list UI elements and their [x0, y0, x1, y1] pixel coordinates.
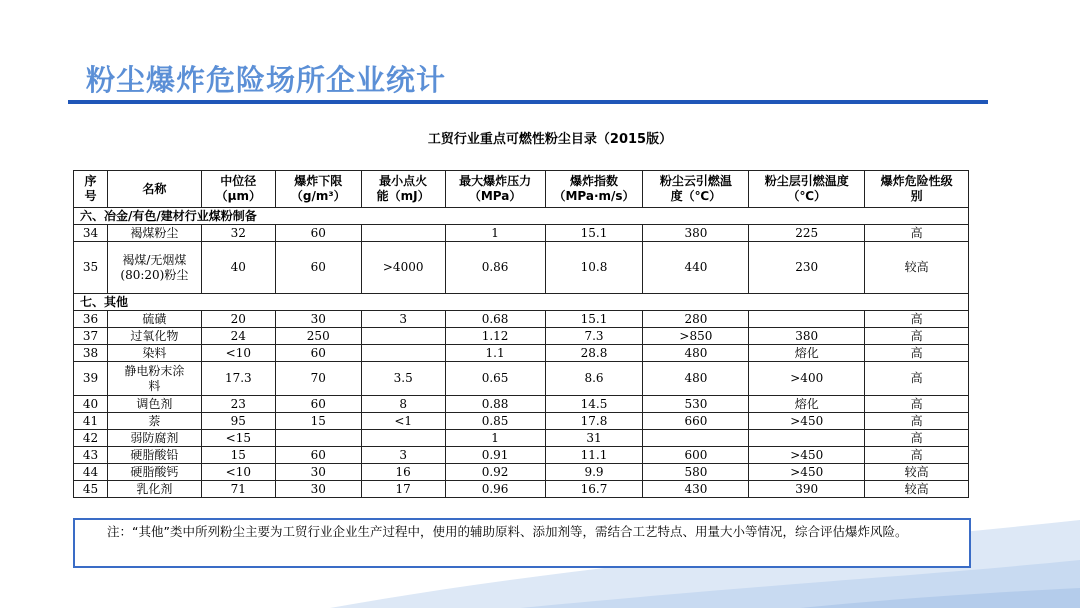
table-cell: 熔化	[749, 345, 865, 362]
table-cell: 硬脂酸铅	[107, 447, 201, 464]
table-cell: >850	[643, 328, 749, 345]
table-cell: 硫磺	[107, 311, 201, 328]
table-cell	[749, 430, 865, 447]
header-cell: 名称	[107, 171, 201, 208]
table-cell: 60	[275, 396, 361, 413]
table-row	[74, 430, 969, 447]
table-row	[74, 242, 969, 294]
table-cell: 乳化剂	[107, 481, 201, 498]
header-cell: 爆炸下限 （g/m³）	[275, 171, 361, 208]
slide-title: 粉尘爆炸危险场所企业统计	[86, 63, 447, 97]
table-cell: 440	[643, 242, 749, 294]
table-cell: 390	[749, 481, 865, 498]
table-cell: 32	[201, 225, 275, 242]
table-row	[74, 447, 969, 464]
table-cell: 3	[361, 447, 445, 464]
table-cell: 11.1	[545, 447, 643, 464]
table-cell: 高	[865, 447, 969, 464]
table-cell: 17.3	[201, 362, 275, 396]
table-cell	[361, 225, 445, 242]
table-cell: 39	[74, 362, 108, 396]
table-cell: 高	[865, 396, 969, 413]
table-cell: 高	[865, 345, 969, 362]
table-cell: 580	[643, 464, 749, 481]
table-cell: 1.1	[445, 345, 545, 362]
table-row	[74, 396, 969, 413]
table-cell: 0.86	[445, 242, 545, 294]
table-row	[74, 413, 969, 430]
note-text: 注：“其他”类中所列粉尘主要为工贸行业企业生产过程中，使用的辅助原料、添加剂等，需结合工艺特点、用量大小等情况，综合评估爆炸风险。	[107, 524, 908, 539]
table-cell: 8.6	[545, 362, 643, 396]
table-cell: 24	[201, 328, 275, 345]
header-cell: 粉尘云引燃温 度（℃）	[643, 171, 749, 208]
title-rule	[68, 100, 988, 104]
table-cell: 较高	[865, 242, 969, 294]
table-cell: 萘	[107, 413, 201, 430]
table-cell: 3.5	[361, 362, 445, 396]
table-cell: 34	[74, 225, 108, 242]
header-cell: 爆炸指数 （MPa·m/s）	[545, 171, 643, 208]
table-cell: 高	[865, 225, 969, 242]
table-row	[74, 328, 969, 345]
table-cell: 染料	[107, 345, 201, 362]
table-cell: 1	[445, 430, 545, 447]
table-cell	[361, 430, 445, 447]
table-cell: 40	[201, 242, 275, 294]
table-cell: 9.9	[545, 464, 643, 481]
table-cell: 10.8	[545, 242, 643, 294]
table-cell: 15	[201, 447, 275, 464]
table-cell: 380	[749, 328, 865, 345]
header-cell: 最大爆炸压力 （MPa）	[445, 171, 545, 208]
header-cell: 序 号	[74, 171, 108, 208]
header-cell: 最小点火 能（mJ）	[361, 171, 445, 208]
table-cell: 30	[275, 311, 361, 328]
dust-data-table	[73, 170, 969, 498]
table-cell: <10	[201, 345, 275, 362]
table-cell: 较高	[865, 481, 969, 498]
table-cell: 36	[74, 311, 108, 328]
table-cell: 230	[749, 242, 865, 294]
table-cell: 250	[275, 328, 361, 345]
table-cell: 30	[275, 481, 361, 498]
table-row	[74, 481, 969, 498]
table-cell: <1	[361, 413, 445, 430]
table-cell: 0.85	[445, 413, 545, 430]
table-row	[74, 311, 969, 328]
table-cell: 0.65	[445, 362, 545, 396]
table-cell	[643, 430, 749, 447]
table-cell: 430	[643, 481, 749, 498]
table-cell: 30	[275, 464, 361, 481]
table-cell: 45	[74, 481, 108, 498]
table-cell: 8	[361, 396, 445, 413]
section-row	[74, 208, 969, 225]
table-cell: 31	[545, 430, 643, 447]
table-header-row	[74, 171, 969, 208]
table-cell: 3	[361, 311, 445, 328]
table-cell: 16	[361, 464, 445, 481]
table-cell: 60	[275, 225, 361, 242]
table-cell: 28.8	[545, 345, 643, 362]
section-label: 六、冶金/有色/建材行业煤粉制备	[74, 208, 969, 225]
table-cell	[361, 345, 445, 362]
table-cell: 16.7	[545, 481, 643, 498]
table-cell: 480	[643, 362, 749, 396]
table-cell: 高	[865, 430, 969, 447]
table-cell: 280	[643, 311, 749, 328]
table-row	[74, 464, 969, 481]
table-cell: 480	[643, 345, 749, 362]
header-cell: 中位径 （μm）	[201, 171, 275, 208]
table-cell: 70	[275, 362, 361, 396]
header-cell: 爆炸危险性级 别	[865, 171, 969, 208]
table-cell: >450	[749, 464, 865, 481]
section-label: 七、其他	[74, 294, 969, 311]
table-cell	[275, 430, 361, 447]
table-cell: 褐煤/无烟煤 (80:20)粉尘	[107, 242, 201, 294]
table-row	[74, 362, 969, 396]
table-cell: 高	[865, 413, 969, 430]
table-cell: 0.91	[445, 447, 545, 464]
table-cell: 23	[201, 396, 275, 413]
table-cell: 褐煤粉尘	[107, 225, 201, 242]
table-cell: 42	[74, 430, 108, 447]
table-cell: 静电粉末涂 料	[107, 362, 201, 396]
table-cell: 35	[74, 242, 108, 294]
table-cell: 较高	[865, 464, 969, 481]
note-box	[73, 518, 971, 568]
table-cell: 0.88	[445, 396, 545, 413]
table-cell: 过氧化物	[107, 328, 201, 345]
table-cell: 0.68	[445, 311, 545, 328]
table-cell: 660	[643, 413, 749, 430]
document-title: 工贸行业重点可燃性粉尘目录（2015版）	[427, 132, 673, 147]
table-cell: 调色剂	[107, 396, 201, 413]
table-cell: 380	[643, 225, 749, 242]
table-cell: 20	[201, 311, 275, 328]
table-cell: 0.96	[445, 481, 545, 498]
table-cell: <15	[201, 430, 275, 447]
table-cell: 41	[74, 413, 108, 430]
table-cell: 40	[74, 396, 108, 413]
table-cell: 43	[74, 447, 108, 464]
table-cell: 7.3	[545, 328, 643, 345]
table-cell: 17.8	[545, 413, 643, 430]
table-cell: 弱防腐剂	[107, 430, 201, 447]
header-cell: 粉尘层引燃温度 （℃）	[749, 171, 865, 208]
table-cell: 高	[865, 362, 969, 396]
table-cell: 60	[275, 447, 361, 464]
table-cell: 1.12	[445, 328, 545, 345]
table-cell: 15.1	[545, 225, 643, 242]
table-cell: <10	[201, 464, 275, 481]
table-cell: 15.1	[545, 311, 643, 328]
table-cell: 225	[749, 225, 865, 242]
table-cell: 14.5	[545, 396, 643, 413]
table-row	[74, 345, 969, 362]
table-cell: 15	[275, 413, 361, 430]
table-cell: 38	[74, 345, 108, 362]
table-cell: 60	[275, 242, 361, 294]
table-cell: 60	[275, 345, 361, 362]
table-cell: 1	[445, 225, 545, 242]
table-cell: >450	[749, 413, 865, 430]
table-cell: 44	[74, 464, 108, 481]
table-cell: 高	[865, 328, 969, 345]
table-cell: 530	[643, 396, 749, 413]
table-cell: 600	[643, 447, 749, 464]
table-cell: >400	[749, 362, 865, 396]
table-cell: >450	[749, 447, 865, 464]
table-cell: 37	[74, 328, 108, 345]
table-cell	[749, 311, 865, 328]
table-row	[74, 225, 969, 242]
table-cell: 95	[201, 413, 275, 430]
table-cell: 71	[201, 481, 275, 498]
table-cell: 17	[361, 481, 445, 498]
table-cell	[361, 328, 445, 345]
table-cell: 硬脂酸钙	[107, 464, 201, 481]
table-cell: 高	[865, 311, 969, 328]
section-row	[74, 294, 969, 311]
table-cell: 0.92	[445, 464, 545, 481]
table-cell: >4000	[361, 242, 445, 294]
table-cell: 熔化	[749, 396, 865, 413]
